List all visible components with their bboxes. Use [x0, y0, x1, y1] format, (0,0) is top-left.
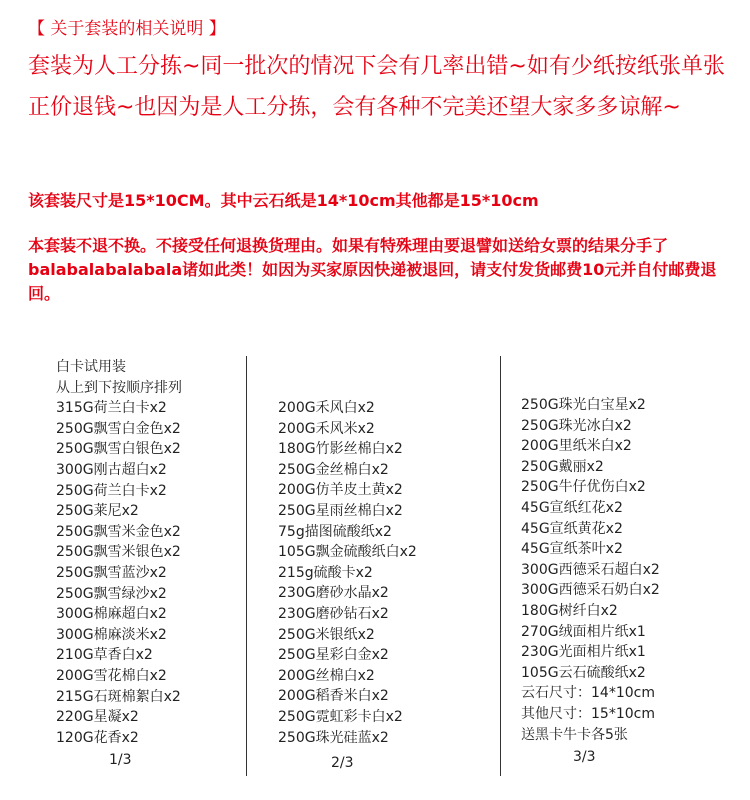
list-item: 250G戴丽x2 [521, 458, 604, 475]
list-item: 250G星雨丝棉白x2 [278, 502, 403, 519]
list-item: 300G西德采石超白x2 [521, 561, 660, 578]
list-item: 200G禾风米x2 [278, 420, 375, 437]
page-number: 2/3 [331, 755, 354, 771]
paper-list-column-3 [521, 395, 660, 745]
list-item: 230G磨砂水晶x2 [278, 585, 389, 602]
paper-list-column-1 [56, 357, 182, 748]
list-item: 45G宣纸红花x2 [521, 499, 623, 516]
return-policy: 本套装不退不换。不接受任何退换货理由。如果有特殊理由要退譬如送给女票的结果分手了balabalabalabala诸如此类！如因为买家原因快递被退回，请支付发货邮费10元并自付邮费退回。 [28, 236, 717, 303]
list-item: 250G牛仔优伤白x2 [521, 479, 646, 496]
list-item: 200G禾风白x2 [278, 400, 375, 416]
list-item: 230G光面相片纸x1 [521, 644, 646, 661]
list-item: 250G飘雪绿沙x2 [56, 585, 167, 602]
list-item: 250G珠光硅蓝x2 [278, 729, 389, 746]
list-item: 75g描图硫酸纸x2 [278, 523, 392, 540]
list-item: 200G稻香米白x2 [278, 688, 389, 705]
list-item: 300G棉麻超白x2 [56, 606, 167, 623]
list-item: 250G飘雪白银色x2 [56, 441, 181, 458]
list-item: 200G仿羊皮土黄x2 [278, 482, 403, 499]
list-item: 250G飘雪白金色x2 [56, 420, 181, 437]
list-item: 送黑卡牛卡各5张 [521, 726, 628, 743]
column-divider [246, 356, 247, 776]
list-item: 105G云石硫酸纸x2 [521, 664, 646, 681]
list-item: 200G丝棉白x2 [278, 667, 375, 684]
list-item: 250G星彩白金x2 [278, 647, 389, 664]
list-item: 250G莱尼x2 [56, 503, 139, 520]
paper-list-column-2 [278, 398, 417, 748]
list-item: 250G金丝棉白x2 [278, 461, 389, 478]
list-item: 300G西德采石奶白x2 [521, 582, 660, 599]
list-item: 270G绒面相片纸x1 [521, 623, 646, 640]
manual-sorting-notice: 套装为人工分拣~同一批次的情况下会有几率出错~如有少纸按纸张单张正价退钱~也因为是人工分拣，会有各种不完美还望大家多多谅解~ [28, 54, 725, 120]
page-number: 3/3 [573, 749, 596, 765]
list-item: 45G宣纸黄花x2 [521, 520, 623, 537]
column-divider [500, 356, 501, 776]
list-item: 250G飘雪米金色x2 [56, 523, 181, 540]
list-item: 215G石斑棉絮白x2 [56, 688, 181, 705]
list-item: 200G雪花棉白x2 [56, 667, 167, 684]
notice-title: 【 关于套装的相关说明 】 [28, 19, 226, 39]
list-item: 200G里纸米白x2 [521, 438, 632, 455]
list-item: 250G荷兰白卡x2 [56, 482, 167, 499]
list-item: 210G草香白x2 [56, 647, 153, 664]
list-item: 250G珠光冰白x2 [521, 417, 632, 434]
list-item: 白卡试用装 [56, 359, 126, 375]
page-number: 1/3 [109, 752, 132, 768]
list-item: 315G荷兰白卡x2 [56, 400, 167, 417]
list-item: 250G米银纸x2 [278, 626, 375, 643]
list-item: 120G花香x2 [56, 729, 139, 746]
list-item: 220G星凝x2 [56, 709, 139, 726]
list-item: 云石尺寸：14*10cm [521, 685, 655, 702]
size-note: 该套装尺寸是15*10CM。其中云石纸是14*10cm其他都是15*10cm [28, 191, 539, 210]
list-item: 105G飘金硫酸纸白x2 [278, 544, 417, 561]
list-item: 其他尺寸：15*10cm [521, 705, 655, 722]
list-item: 250G珠光白宝星x2 [521, 397, 646, 413]
list-item: 180G树纤白x2 [521, 602, 618, 619]
list-item: 180G竹影丝棉白x2 [278, 441, 403, 458]
list-item: 45G宣纸茶叶x2 [521, 541, 623, 558]
list-item: 250G霓虹彩卡白x2 [278, 708, 403, 725]
list-item: 300G棉麻淡米x2 [56, 626, 167, 643]
list-item: 从上到下按顺序排列 [56, 379, 182, 396]
list-item: 300G刚古超白x2 [56, 461, 167, 478]
list-item: 250G飘雪蓝沙x2 [56, 564, 167, 581]
list-item: 215g硫酸卡x2 [278, 564, 373, 581]
list-item: 230G磨砂钻石x2 [278, 605, 389, 622]
list-item: 250G飘雪米银色x2 [56, 544, 181, 561]
